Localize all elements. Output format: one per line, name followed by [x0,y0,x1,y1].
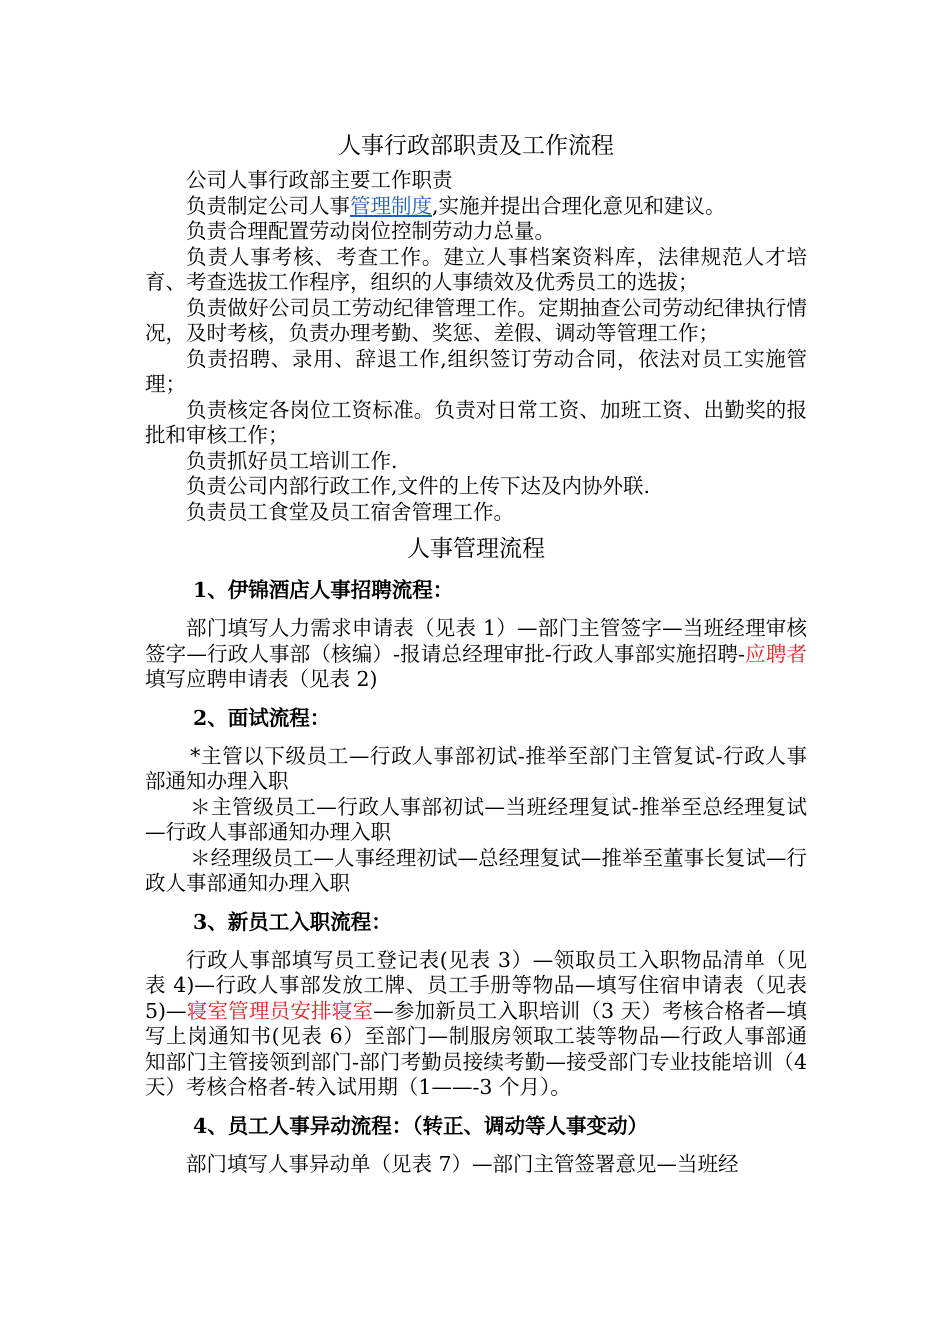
duty-item: 负责核定各岗位工资标准。负责对日常工资、加班工资、出勤奖的报批和审核工作； [145,397,807,447]
process-text: 填写应聘申请表（见表 2) [145,667,378,691]
document-page [145,130,807,1177]
section-heading-transfer: 4、员工人事异动流程：（转正、调动等人事变动） [193,1113,649,1138]
process-text: —参加新员工入职培训（3 天）考核合格者—填写上岗通知书(见表 6）至部门—制服房领取工装等物品—行政人事部通知部门主管接领到部门-部门考勤员接续考勤—接受部门专业技能培训（4 天）考核合格者-转入试用期（1——-3 个月）。 [145,998,808,1099]
duties-intro: 公司人事行政部主要工作职责 [186,168,453,192]
duty-item: 负责做好公司员工劳动纪律管理工作。定期抽查公司劳动纪律执行情况，及时考核，负责办理考勤、奖惩、差假、调动等管理工作； [145,295,807,345]
section-heading-recruitment: 1、伊锦酒店人事招聘流程： [193,578,454,602]
interview-line: ＊主管级员工—行政人事部初试—当班经理复试-推举至总经理复试—行政人事部通知办理入职 [145,794,807,844]
transfer-process-text: 部门填写人事异动单（见表 7）—部门主管签署意见—当班经 [186,1151,739,1176]
process-subtitle: 人事管理流程 [407,536,545,562]
duty-item: 负责招聘、录用、辞退工作,组织签订劳动合同，依法对员工实施管理； [145,346,807,396]
onboarding-process-text [145,948,807,1101]
management-system-link[interactable]: 管理制度 [350,193,432,218]
section-heading-onboarding: 3、新员工入职流程： [193,909,392,934]
duty-item: 负责公司内部行政工作,文件的上传下达及内协外联. [186,474,651,498]
recruitment-process-text [145,616,807,693]
section-heading-interview: 2、面试流程： [193,705,331,730]
duty-item: 负责抓好员工培训工作. [186,448,398,473]
duty-item: 负责员工食堂及员工宿舍管理工作。 [186,499,514,524]
duty-text: 负责制定公司人事 [186,193,350,218]
duty-item: 负责合理配置劳动岗位控制劳动力总量。 [186,219,555,243]
duty-item [145,194,807,220]
duty-text: ,实施并提出合理化意见和建议。 [432,193,726,218]
process-text: 行政人事部填写员工登记表(见表 3）—领取员工入职物品清单（见表 4)—行政人事部发放工牌、员工手册等物品—填写住宿申请表（见表 5)— [145,947,807,1023]
document-title: 人事行政部职责及工作流程 [338,133,614,159]
interview-line: ＊经理级员工—人事经理初试—总经理复试—推举至董事长复试—行政人事部通知办理入职 [145,845,807,895]
highlight-applicant: 应聘者 [744,641,808,666]
process-text: 部门填写人力需求申请表（见表 1）—部门主管签字—当班经理审核签字—行政人事部（核编）-报请总经理审批-行政人事部实施招聘- [145,616,807,666]
interview-line: *主管以下级员工—行政人事部初试-推举至部门主管复试-行政人事部通知办理入职 [145,743,807,793]
highlight-dorm-manager: 寝室管理员安排寝室 [186,998,374,1023]
duty-item: 负责人事考核、考查工作。建立人事档案资料库，法律规范人才培育、考查选拔工作程序，组织的人事绩效及优秀员工的选拔； [145,244,807,294]
